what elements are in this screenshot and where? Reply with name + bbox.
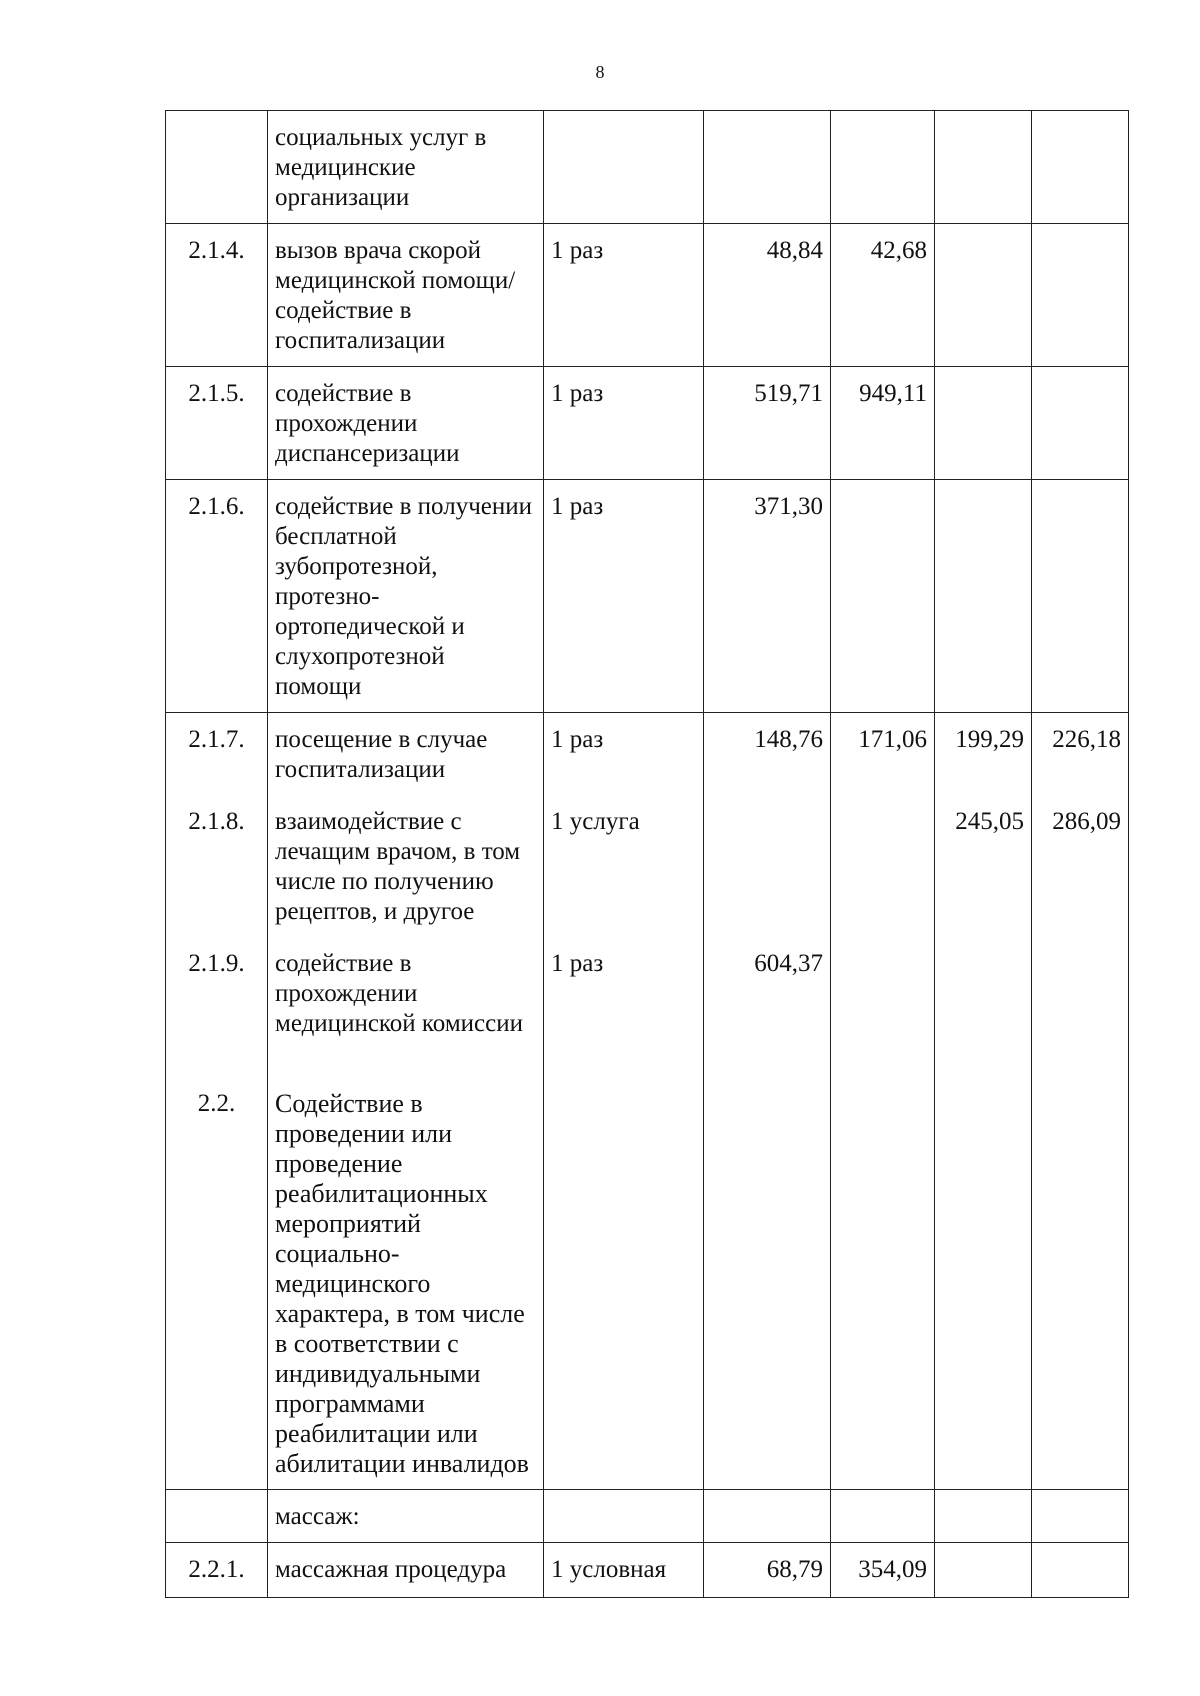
value-2	[831, 111, 935, 224]
value-3	[935, 1077, 1032, 1490]
value-1	[704, 111, 831, 224]
value-1: 519,71	[704, 367, 831, 480]
value-1: 148,76	[704, 713, 831, 796]
value-4	[1032, 224, 1129, 367]
service-name: вызов врача скорой медицинской помощи/содействие в госпитализации	[268, 224, 544, 367]
value-4	[1032, 1490, 1129, 1543]
service-name: массаж:	[268, 1490, 544, 1543]
unit: 1 раз	[544, 367, 704, 480]
service-name: содействие в получении бесплатной зубопротезной, протезно-ортопедической и слухопротезной помощи	[268, 480, 544, 713]
value-1: 68,79	[704, 1543, 831, 1598]
value-2	[831, 1490, 935, 1543]
value-4	[1032, 480, 1129, 713]
value-3	[935, 480, 1032, 713]
value-4	[1032, 367, 1129, 480]
value-3	[935, 1543, 1032, 1598]
service-name: посещение в случае госпитализации	[268, 713, 544, 796]
row-number	[166, 1490, 268, 1543]
table-row	[166, 111, 1129, 224]
value-1: 371,30	[704, 480, 831, 713]
row-number: 2.1.5.	[166, 367, 268, 480]
value-4	[1032, 111, 1129, 224]
row-number: 2.1.9.	[166, 937, 268, 1077]
unit: 1 условная	[544, 1543, 704, 1598]
row-number: 2.1.4.	[166, 224, 268, 367]
value-1: 48,84	[704, 224, 831, 367]
service-name: социальных услуг в медицинские организации	[268, 111, 544, 224]
unit: 1 раз	[544, 224, 704, 367]
row-number: 2.2.	[166, 1077, 268, 1490]
value-4	[1032, 1077, 1129, 1490]
value-1	[704, 795, 831, 937]
row-number: 2.1.8.	[166, 795, 268, 937]
tariff-table	[165, 110, 1129, 1598]
table-row	[166, 795, 1129, 937]
value-2: 949,11	[831, 367, 935, 480]
service-name: Содействие в проведении или проведение реабилитационных мероприятий социально-медицинского характера, в том числе в соответствии с индивидуальными программами реабилитации или абилитации инвалидов	[268, 1077, 544, 1490]
service-name: содействие в прохождении диспансеризации	[268, 367, 544, 480]
value-2	[831, 1077, 935, 1490]
value-3	[935, 224, 1032, 367]
unit: 1 раз	[544, 713, 704, 796]
table-row	[166, 1077, 1129, 1490]
table-row	[166, 480, 1129, 713]
value-2: 354,09	[831, 1543, 935, 1598]
value-2	[831, 480, 935, 713]
unit: 1 услуга	[544, 795, 704, 937]
value-3	[935, 367, 1032, 480]
service-name: массажная процедура	[268, 1543, 544, 1598]
table-row	[166, 1490, 1129, 1543]
value-3: 245,05	[935, 795, 1032, 937]
value-1	[704, 1490, 831, 1543]
unit	[544, 1077, 704, 1490]
unit: 1 раз	[544, 937, 704, 1077]
value-1: 604,37	[704, 937, 831, 1077]
table-row	[166, 937, 1129, 1077]
unit	[544, 111, 704, 224]
unit	[544, 1490, 704, 1543]
table-row	[166, 224, 1129, 367]
value-4	[1032, 937, 1129, 1077]
value-3: 199,29	[935, 713, 1032, 796]
row-number: 2.1.6.	[166, 480, 268, 713]
value-2: 42,68	[831, 224, 935, 367]
row-number: 2.2.1.	[166, 1543, 268, 1598]
page-number: 8	[595, 62, 605, 82]
value-1	[704, 1077, 831, 1490]
value-3	[935, 937, 1032, 1077]
value-4: 226,18	[1032, 713, 1129, 796]
table-row	[166, 713, 1129, 796]
value-2: 171,06	[831, 713, 935, 796]
service-name: содействие в прохождении медицинской комиссии	[268, 937, 544, 1077]
table-row	[166, 367, 1129, 480]
value-3	[935, 111, 1032, 224]
value-4: 286,09	[1032, 795, 1129, 937]
value-3	[935, 1490, 1032, 1543]
unit: 1 раз	[544, 480, 704, 713]
value-2	[831, 795, 935, 937]
value-4	[1032, 1543, 1129, 1598]
table-row	[166, 1543, 1129, 1598]
row-number	[166, 111, 268, 224]
row-number: 2.1.7.	[166, 713, 268, 796]
value-2	[831, 937, 935, 1077]
service-name: взаимодействие с лечащим врачом, в том числе по получению рецептов, и другое	[268, 795, 544, 937]
